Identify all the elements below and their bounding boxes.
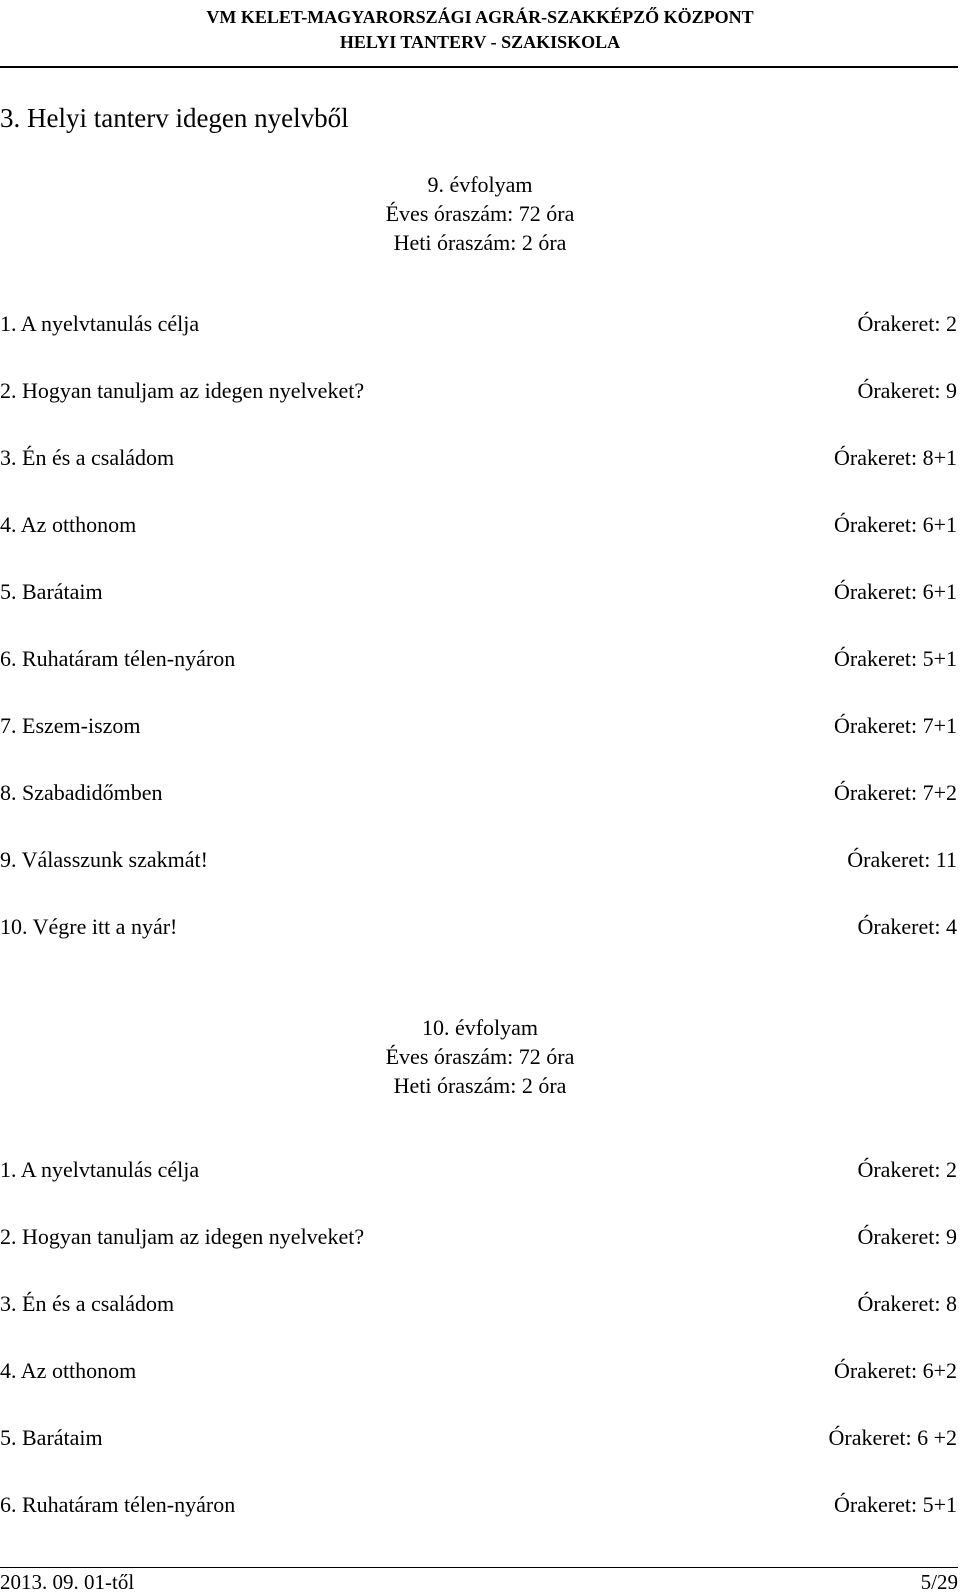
footer-date: 2013. 09. 01-től: [0, 1570, 135, 1594]
topic-name: 4. Az otthonom: [0, 512, 137, 537]
annual-hours: Éves óraszám: 72 óra: [385, 1044, 575, 1069]
topic-name: 1. A nyelvtanulás célja: [0, 1157, 200, 1182]
weekly-hours: Heti óraszám: 2 óra: [393, 1073, 567, 1098]
topic-hours: Órakeret: 7+1: [834, 713, 957, 738]
topic-name: 7. Eszem-iszom: [0, 713, 141, 738]
topic-hours: Órakeret: 9: [857, 378, 957, 403]
topic-hours: Órakeret: 5+1: [834, 1492, 957, 1517]
topic-hours: Órakeret: 5+1: [834, 646, 957, 671]
page-number: 5/29: [920, 1570, 958, 1594]
topic-hours: Órakeret: 8: [857, 1291, 957, 1316]
topic-row: [0, 846, 957, 913]
topic-name: 3. Én és a családom: [0, 1291, 175, 1316]
header-institution: VM KELET-MAGYARORSZÁGI AGRÁR-SZAKKÉPZŐ KÖZPONT: [206, 7, 754, 27]
topic-row: [0, 1491, 957, 1531]
grade-9-info: [0, 170, 960, 257]
topic-row: [0, 712, 957, 779]
topic-name: 8. Szabadidőmben: [0, 780, 163, 805]
grade-10-topic-list: [0, 1156, 957, 1531]
header-divider: [0, 66, 958, 68]
topic-row: [0, 1290, 957, 1357]
section-title: 3. Helyi tanterv idegen nyelvből: [0, 103, 349, 133]
topic-row: [0, 1357, 957, 1424]
topic-name: 5. Barátaim: [0, 1425, 103, 1450]
weekly-hours: Heti óraszám: 2 óra: [393, 230, 567, 255]
topic-name: 1. A nyelvtanulás célja: [0, 311, 200, 336]
topic-row: [0, 578, 957, 645]
topic-row: [0, 645, 957, 712]
topic-hours: Órakeret: 6+2: [834, 1358, 957, 1383]
topic-hours: Órakeret: 6+1: [834, 579, 957, 604]
topic-hours: Órakeret: 8+1: [834, 445, 957, 470]
page-footer: [0, 1567, 958, 1596]
grade-10-info: [0, 1013, 960, 1100]
topic-name: 3. Én és a családom: [0, 445, 175, 470]
topic-hours: Órakeret: 9: [857, 1224, 957, 1249]
topic-row: [0, 310, 957, 377]
grade-9-topic-list: [0, 310, 957, 980]
annual-hours: Éves óraszám: 72 óra: [385, 201, 575, 226]
topic-hours: Órakeret: 7+2: [834, 780, 957, 805]
topic-name: 5. Barátaim: [0, 579, 103, 604]
topic-row: [0, 1424, 957, 1491]
topic-row: [0, 1223, 957, 1290]
topic-row: [0, 913, 957, 980]
topic-row: [0, 377, 957, 444]
topic-name: 6. Ruhatáram télen-nyáron: [0, 1492, 236, 1517]
topic-row: [0, 779, 957, 846]
topic-row: [0, 1156, 957, 1223]
topic-hours: Órakeret: 11: [847, 847, 957, 872]
topic-name: 4. Az otthonom: [0, 1358, 137, 1383]
topic-row: [0, 511, 957, 578]
topic-row: [0, 444, 957, 511]
header-document-type: HELYI TANTERV - SZAKISKOLA: [339, 32, 621, 52]
topic-name: 2. Hogyan tanuljam az idegen nyelveket?: [0, 378, 365, 403]
topic-hours: Órakeret: 6 +2: [828, 1425, 957, 1450]
topic-hours: Órakeret: 4: [857, 914, 957, 939]
grade-label: 9. évfolyam: [427, 172, 533, 197]
topic-name: 2. Hogyan tanuljam az idegen nyelveket?: [0, 1224, 365, 1249]
topic-hours: Órakeret: 6+1: [834, 512, 957, 537]
grade-label: 10. évfolyam: [421, 1015, 539, 1040]
page-header: [0, 0, 960, 55]
topic-name: 6. Ruhatáram télen-nyáron: [0, 646, 236, 671]
topic-hours: Órakeret: 2: [857, 311, 957, 336]
topic-name: 10. Végre itt a nyár!: [0, 914, 178, 939]
topic-name: 9. Válasszunk szakmát!: [0, 847, 208, 872]
topic-hours: Órakeret: 2: [857, 1157, 957, 1182]
